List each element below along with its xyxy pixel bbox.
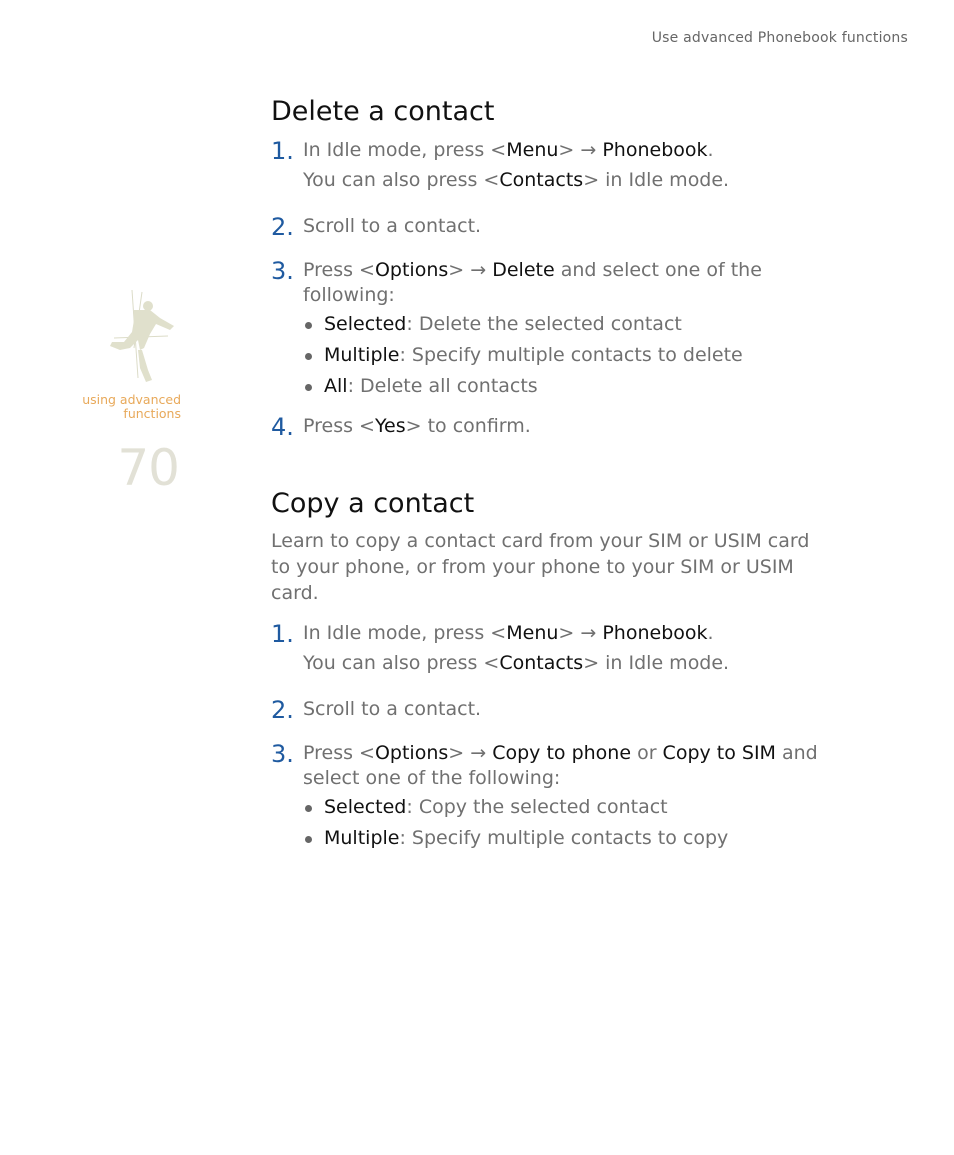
section-label: using advanced functions bbox=[82, 392, 181, 421]
step-number: 1. bbox=[271, 620, 294, 648]
list-item: Selected: Copy the selected contact bbox=[303, 795, 871, 820]
contacts-key: Contacts bbox=[499, 652, 584, 674]
running-header: Use advanced Phonebook functions bbox=[651, 30, 908, 46]
page-number: 70 bbox=[117, 439, 179, 497]
bullet-icon bbox=[305, 384, 312, 391]
list-item: Selected: Delete the selected contact bbox=[303, 312, 871, 337]
phonebook-key: Phonebook bbox=[602, 622, 708, 644]
bullet-icon bbox=[305, 322, 312, 329]
delete-step-1: 1. In Idle mode, press <Menu> → Phonebook. You can also press <Contacts> in Idle mode. bbox=[271, 137, 730, 191]
content bbox=[271, 94, 871, 857]
step-number: 3. bbox=[271, 257, 294, 285]
list-item: All: Delete all contacts bbox=[303, 374, 871, 399]
delete-step-4: 4. Press <Yes> to confirm. bbox=[271, 413, 531, 441]
step-number: 4. bbox=[271, 413, 294, 441]
copy-step-2: 2. Scroll to a contact. bbox=[271, 696, 482, 724]
delete-step-2: 2. Scroll to a contact. bbox=[271, 213, 482, 241]
list-item: Multiple: Specify multiple contacts to delete bbox=[303, 343, 871, 368]
options-key: Options bbox=[374, 742, 449, 764]
bullet-icon bbox=[305, 805, 312, 812]
phonebook-key: Phonebook bbox=[602, 139, 708, 161]
arrow-icon: → bbox=[470, 259, 487, 281]
menu-key: Menu bbox=[506, 139, 559, 161]
delete-contact-heading: Delete a contact bbox=[271, 96, 495, 127]
options-key: Options bbox=[374, 259, 449, 281]
copy-to-sim-key: Copy to SIM bbox=[662, 742, 776, 764]
copy-contact-heading: Copy a contact bbox=[271, 488, 475, 519]
copy-step-1: 1. In Idle mode, press <Menu> → Phonebook. You can also press <Contacts> in Idle mode. bbox=[271, 620, 730, 674]
bullet-icon bbox=[305, 836, 312, 843]
copy-to-phone-key: Copy to phone bbox=[492, 742, 632, 764]
step-number: 3. bbox=[271, 740, 294, 768]
delete-step-3: 3. Press <Options> → Delete and select one of the following: Selected: Delete the selected contact Multiple: Specify multiple contacts to delete All: Delete all contacts bbox=[271, 258, 871, 399]
arrow-icon: → bbox=[580, 139, 597, 161]
bullet-icon bbox=[305, 353, 312, 360]
copy-step-3: 3. Press <Options> → Copy to phone or Copy to SIM and select one of the following: Selected: Copy the selected contact Multiple: Specify multiple contacts to copy bbox=[271, 741, 871, 851]
arrow-icon: → bbox=[580, 622, 597, 644]
diver-figure-icon bbox=[104, 288, 180, 386]
copy-options-list bbox=[303, 795, 871, 851]
copy-intro: Learn to copy a contact card from your SIM or USIM card to your phone, or from your phone to your SIM or USIM card. bbox=[271, 530, 810, 604]
copy-contact-section bbox=[271, 486, 871, 851]
menu-key: Menu bbox=[506, 622, 559, 644]
arrow-icon: → bbox=[470, 742, 487, 764]
contacts-key: Contacts bbox=[499, 169, 584, 191]
step-number: 1. bbox=[271, 137, 294, 165]
step-number: 2. bbox=[271, 213, 294, 241]
delete-options-list bbox=[303, 312, 871, 399]
delete-key: Delete bbox=[492, 259, 555, 281]
step-number: 2. bbox=[271, 696, 294, 724]
list-item: Multiple: Specify multiple contacts to copy bbox=[303, 826, 871, 851]
yes-key: Yes bbox=[374, 415, 406, 437]
